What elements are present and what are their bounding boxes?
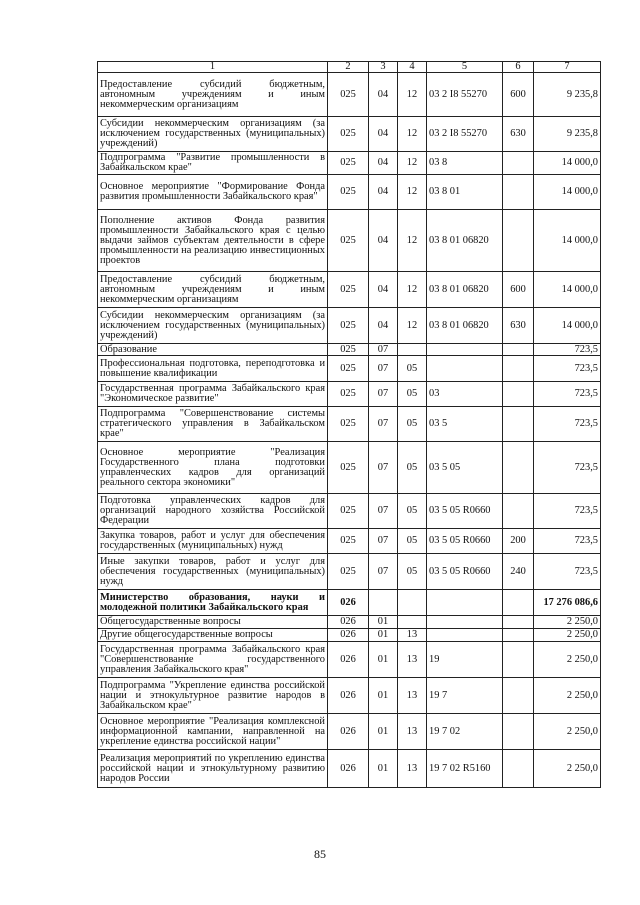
target-article-cell: 03 8 01 06820	[427, 308, 503, 344]
ministry-code-cell: 025	[328, 494, 369, 529]
header-cell: 1	[98, 62, 328, 73]
subsection-cell: 05	[398, 442, 427, 494]
row-name-cell: Основное мероприятие "Формирование Фонда развития промышленности Забайкальского края"	[98, 175, 328, 210]
ministry-code-cell: 025	[328, 117, 369, 152]
ministry-code-cell: 025	[328, 272, 369, 308]
expense-type-cell	[503, 152, 534, 175]
subsection-cell: 12	[398, 73, 427, 117]
row-name-cell: Образование	[98, 344, 328, 356]
header-cell: 2	[328, 62, 369, 73]
ministry-code-cell: 026	[328, 590, 369, 616]
target-article-cell: 19	[427, 642, 503, 678]
amount-cell: 14 000,0	[534, 272, 601, 308]
target-article-cell: 19 7	[427, 678, 503, 714]
section-cell: 04	[369, 272, 398, 308]
subsection-cell: 12	[398, 175, 427, 210]
expense-type-cell	[503, 750, 534, 788]
target-article-cell	[427, 590, 503, 616]
target-article-cell: 03 2 I8 55270	[427, 73, 503, 117]
target-article-cell	[427, 356, 503, 382]
section-cell: 07	[369, 382, 398, 407]
subsection-cell: 12	[398, 117, 427, 152]
ministry-code-cell: 025	[328, 152, 369, 175]
row-name-cell: Министерство образования, науки и молодежной политики Забайкальского края	[98, 590, 328, 616]
table-row	[98, 642, 601, 678]
amount-cell: 2 250,0	[534, 714, 601, 750]
section-cell: 07	[369, 442, 398, 494]
amount-cell: 14 000,0	[534, 152, 601, 175]
target-article-cell	[427, 629, 503, 642]
table-row	[98, 382, 601, 407]
section-cell: 01	[369, 616, 398, 629]
target-article-cell: 03 8 01 06820	[427, 210, 503, 272]
expense-type-cell	[503, 642, 534, 678]
ministry-code-cell: 025	[328, 344, 369, 356]
section-cell: 01	[369, 678, 398, 714]
subsection-cell: 13	[398, 678, 427, 714]
subsection-cell	[398, 616, 427, 629]
expense-type-cell: 630	[503, 117, 534, 152]
expense-type-cell	[503, 616, 534, 629]
expense-type-cell: 630	[503, 308, 534, 344]
page-number: 85	[314, 847, 326, 861]
row-name-cell: Профессиональная подготовка, переподготовка и повышение квалификации	[98, 356, 328, 382]
budget-table	[97, 61, 601, 788]
header-cell: 3	[369, 62, 398, 73]
table-row	[98, 629, 601, 642]
amount-cell: 723,5	[534, 494, 601, 529]
amount-cell: 17 276 086,6	[534, 590, 601, 616]
table-row	[98, 152, 601, 175]
expense-type-cell	[503, 210, 534, 272]
amount-cell: 723,5	[534, 529, 601, 554]
table-row	[98, 616, 601, 629]
table-row	[98, 175, 601, 210]
section-cell: 04	[369, 152, 398, 175]
table-row	[98, 272, 601, 308]
header-cell: 7	[534, 62, 601, 73]
row-name-cell: Государственная программа Забайкальского края "Совершенствование государственного управления Забайкальского края"	[98, 642, 328, 678]
row-name-cell: Основное мероприятие "Реализация комплексной информационной кампании, направленной на укрепление единства российской нации"	[98, 714, 328, 750]
ministry-code-cell: 026	[328, 750, 369, 788]
table-row	[98, 73, 601, 117]
expense-type-cell	[503, 344, 534, 356]
table-row	[98, 407, 601, 442]
header-cell: 6	[503, 62, 534, 73]
row-name-cell: Подпрограмма "Укрепление единства российской нации и этнокультурное развитие народов в Забайкальском крае"	[98, 678, 328, 714]
target-article-cell: 19 7 02	[427, 714, 503, 750]
table-row	[98, 117, 601, 152]
target-article-cell: 03 5	[427, 407, 503, 442]
amount-cell: 14 000,0	[534, 175, 601, 210]
amount-cell: 2 250,0	[534, 678, 601, 714]
ministry-code-cell: 025	[328, 382, 369, 407]
amount-cell: 723,5	[534, 554, 601, 590]
amount-cell: 2 250,0	[534, 642, 601, 678]
row-name-cell: Другие общегосударственные вопросы	[98, 629, 328, 642]
section-cell: 04	[369, 308, 398, 344]
amount-cell: 9 235,8	[534, 117, 601, 152]
row-name-cell: Субсидии некоммерческим организациям (за исключением государственных (муниципальных) учреждений)	[98, 308, 328, 344]
amount-cell: 2 250,0	[534, 629, 601, 642]
target-article-cell: 03	[427, 382, 503, 407]
section-cell: 01	[369, 750, 398, 788]
ministry-code-cell: 026	[328, 678, 369, 714]
table-row	[98, 529, 601, 554]
table-row	[98, 344, 601, 356]
ministry-code-cell: 025	[328, 407, 369, 442]
subsection-cell: 12	[398, 210, 427, 272]
row-name-cell: Предоставление субсидий бюджетным, автономным учреждениям и иным некоммерческим организациям	[98, 73, 328, 117]
table-row	[98, 494, 601, 529]
expense-type-cell	[503, 714, 534, 750]
section-cell: 04	[369, 210, 398, 272]
section-cell: 04	[369, 117, 398, 152]
row-name-cell: Предоставление субсидий бюджетным, автономным учреждениям и иным некоммерческим организациям	[98, 272, 328, 308]
target-article-cell: 03 5 05	[427, 442, 503, 494]
table-row	[98, 590, 601, 616]
subsection-cell: 12	[398, 152, 427, 175]
row-name-cell: Подпрограмма "Совершенствование системы стратегического управления в Забайкальском крае"	[98, 407, 328, 442]
amount-cell: 2 250,0	[534, 616, 601, 629]
section-cell: 01	[369, 642, 398, 678]
subsection-cell: 13	[398, 642, 427, 678]
header-cell: 5	[427, 62, 503, 73]
target-article-cell: 03 8	[427, 152, 503, 175]
table-row	[98, 308, 601, 344]
section-cell: 01	[369, 714, 398, 750]
expense-type-cell: 600	[503, 272, 534, 308]
row-name-cell: Субсидии некоммерческим организациям (за исключением государственных (муниципальных) учреждений)	[98, 117, 328, 152]
subsection-cell: 13	[398, 714, 427, 750]
expense-type-cell	[503, 442, 534, 494]
header-cell: 4	[398, 62, 427, 73]
amount-cell: 723,5	[534, 407, 601, 442]
ministry-code-cell: 025	[328, 442, 369, 494]
row-name-cell: Подготовка управленческих кадров для организаций народного хозяйства Российской Федерации	[98, 494, 328, 529]
target-article-cell: 03 8 01	[427, 175, 503, 210]
expense-type-cell: 200	[503, 529, 534, 554]
row-name-cell: Общегосударственные вопросы	[98, 616, 328, 629]
amount-cell: 723,5	[534, 344, 601, 356]
row-name-cell: Подпрограмма "Развитие промышленности в Забайкальском крае"	[98, 152, 328, 175]
table-row	[98, 442, 601, 494]
ministry-code-cell: 025	[328, 356, 369, 382]
section-cell: 07	[369, 344, 398, 356]
target-article-cell: 03 5 05 R0660	[427, 529, 503, 554]
ministry-code-cell: 026	[328, 616, 369, 629]
subsection-cell: 13	[398, 629, 427, 642]
section-cell: 07	[369, 554, 398, 590]
subsection-cell: 05	[398, 529, 427, 554]
amount-cell: 723,5	[534, 442, 601, 494]
ministry-code-cell: 025	[328, 529, 369, 554]
expense-type-cell	[503, 590, 534, 616]
amount-cell: 14 000,0	[534, 308, 601, 344]
target-article-cell: 03 5 05 R0660	[427, 554, 503, 590]
table-row	[98, 210, 601, 272]
section-cell: 07	[369, 356, 398, 382]
subsection-cell: 05	[398, 382, 427, 407]
expense-type-cell: 600	[503, 73, 534, 117]
section-cell	[369, 590, 398, 616]
table-row	[98, 678, 601, 714]
subsection-cell: 05	[398, 554, 427, 590]
section-cell: 07	[369, 529, 398, 554]
table-row	[98, 750, 601, 788]
amount-cell: 2 250,0	[534, 750, 601, 788]
header-row	[98, 62, 601, 73]
table-body	[98, 62, 601, 788]
row-name-cell: Пополнение активов Фонда развития промышленности Забайкальского края с целью выдачи займов субъектам деятельности в сфере промышленности на реализацию инвестиционных проектов	[98, 210, 328, 272]
ministry-code-cell: 025	[328, 554, 369, 590]
table-row	[98, 356, 601, 382]
subsection-cell	[398, 344, 427, 356]
ministry-code-cell: 026	[328, 629, 369, 642]
target-article-cell	[427, 344, 503, 356]
amount-cell: 14 000,0	[534, 210, 601, 272]
section-cell: 04	[369, 73, 398, 117]
table-row	[98, 554, 601, 590]
subsection-cell: 13	[398, 750, 427, 788]
subsection-cell: 05	[398, 356, 427, 382]
ministry-code-cell: 025	[328, 308, 369, 344]
subsection-cell	[398, 590, 427, 616]
target-article-cell: 03 8 01 06820	[427, 272, 503, 308]
subsection-cell: 12	[398, 308, 427, 344]
expense-type-cell: 240	[503, 554, 534, 590]
expense-type-cell	[503, 494, 534, 529]
expense-type-cell	[503, 175, 534, 210]
expense-type-cell	[503, 382, 534, 407]
amount-cell: 9 235,8	[534, 73, 601, 117]
expense-type-cell	[503, 356, 534, 382]
target-article-cell	[427, 616, 503, 629]
section-cell: 07	[369, 494, 398, 529]
row-name-cell: Реализация мероприятий по укреплению единства российской нации и этнокультурному развитию народов России	[98, 750, 328, 788]
row-name-cell: Иные закупки товаров, работ и услуг для обеспечения государственных (муниципальных) нужд	[98, 554, 328, 590]
section-cell: 01	[369, 629, 398, 642]
expense-type-cell	[503, 678, 534, 714]
ministry-code-cell: 026	[328, 642, 369, 678]
target-article-cell: 19 7 02 R5160	[427, 750, 503, 788]
subsection-cell: 05	[398, 407, 427, 442]
target-article-cell: 03 2 I8 55270	[427, 117, 503, 152]
expense-type-cell	[503, 407, 534, 442]
expense-type-cell	[503, 629, 534, 642]
section-cell: 04	[369, 175, 398, 210]
subsection-cell: 12	[398, 272, 427, 308]
amount-cell: 723,5	[534, 356, 601, 382]
section-cell: 07	[369, 407, 398, 442]
row-name-cell: Основное мероприятие "Реализация Государственного плана подготовки управленческих кадров для организаций реального сектора экономики"	[98, 442, 328, 494]
amount-cell: 723,5	[534, 382, 601, 407]
row-name-cell: Закупка товаров, работ и услуг для обеспечения государственных (муниципальных) нужд	[98, 529, 328, 554]
row-name-cell: Государственная программа Забайкальского края "Экономическое развитие"	[98, 382, 328, 407]
table-row	[98, 714, 601, 750]
ministry-code-cell: 025	[328, 210, 369, 272]
ministry-code-cell: 025	[328, 175, 369, 210]
target-article-cell: 03 5 05 R0660	[427, 494, 503, 529]
ministry-code-cell: 026	[328, 714, 369, 750]
subsection-cell: 05	[398, 494, 427, 529]
ministry-code-cell: 025	[328, 73, 369, 117]
